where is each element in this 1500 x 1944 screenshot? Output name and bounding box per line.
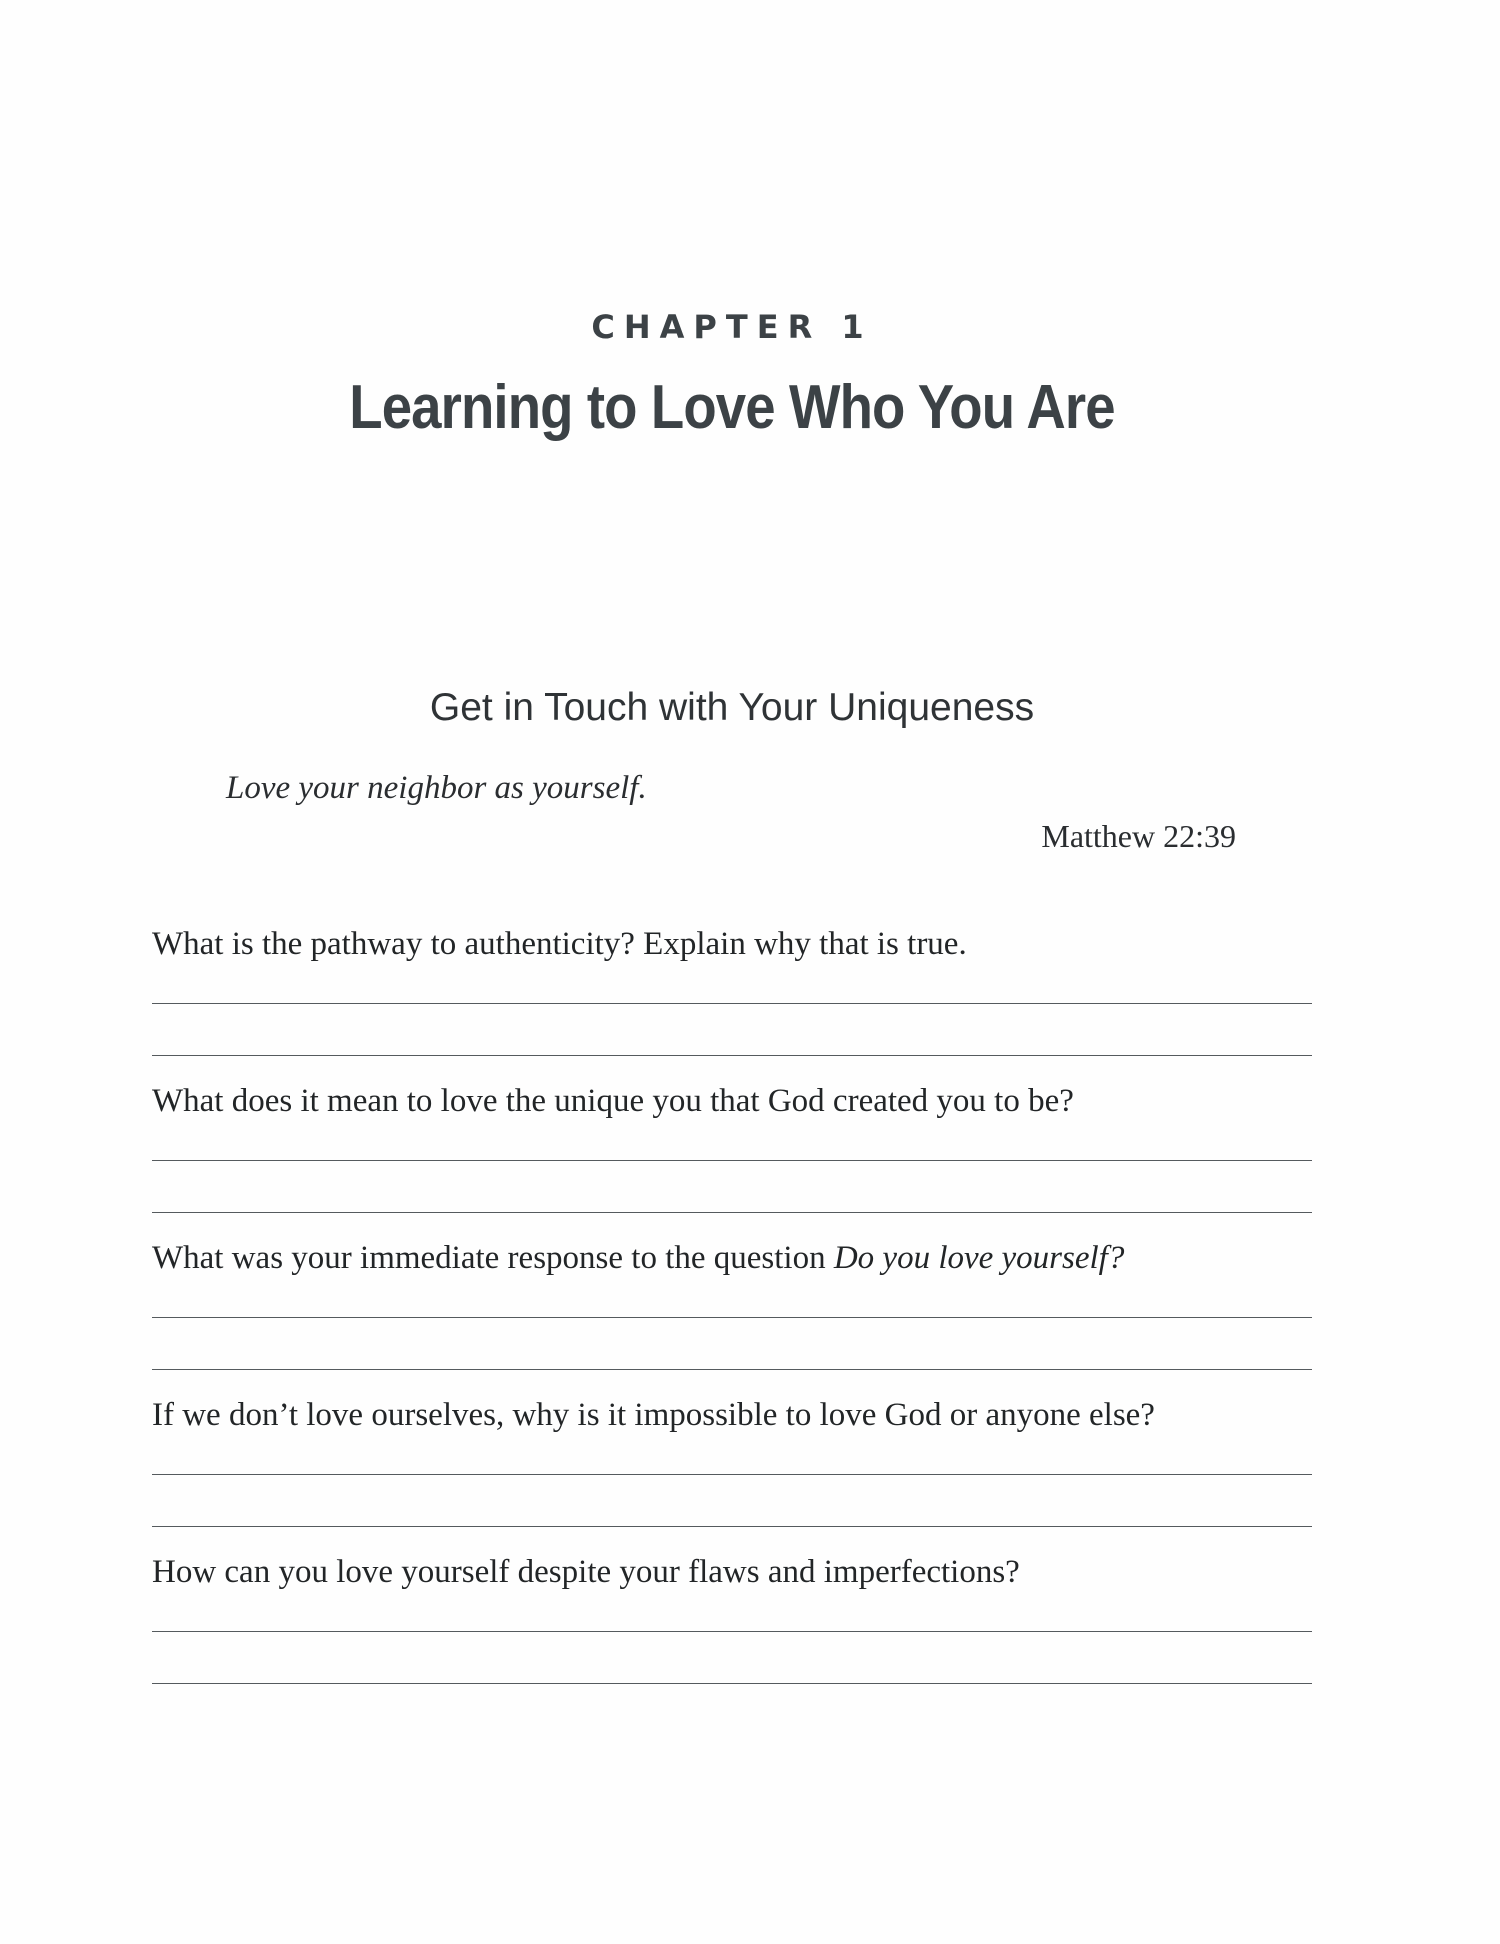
answer-line[interactable] [152,1683,1312,1684]
epigraph-quote: Love your neighbor as yourself. [226,770,647,806]
question-block-5 [152,1552,1312,1592]
question-text [152,1238,1312,1278]
answer-line[interactable] [152,1212,1312,1213]
answer-line[interactable] [152,1526,1312,1527]
answer-line[interactable] [152,1160,1312,1161]
question-text-part: What was your immediate response to the question [152,1240,834,1276]
answer-line[interactable] [152,1369,1312,1370]
answer-line[interactable] [152,1474,1312,1475]
question-block-4 [152,1395,1312,1435]
question-italic-part: Do you love yourself? [833,1240,1125,1276]
chapter-title: Learning to Love Who You Are [349,373,1115,442]
answer-line[interactable] [152,1003,1312,1004]
epigraph-reference: Matthew 22:39 [1041,818,1236,854]
question-block-1 [152,924,1312,964]
section-heading: Get in Touch with Your Uniqueness [429,686,1035,729]
question-block-3 [152,1238,1312,1278]
question-text: How can you love yourself despite your flaws and imperfections? [152,1554,1020,1590]
question-text: If we don’t love ourselves, why is it impossible to love God or anyone else? [152,1397,1155,1433]
chapter-label: CHAPTER 1 [591,308,873,346]
question-text: What is the pathway to authenticity? Explain why that is true. [152,926,967,962]
answer-line[interactable] [152,1631,1312,1632]
question-text: What does it mean to love the unique you that God created you to be? [152,1083,1074,1119]
answer-line[interactable] [152,1055,1312,1056]
answer-line[interactable] [152,1317,1312,1318]
question-block-2 [152,1081,1312,1121]
